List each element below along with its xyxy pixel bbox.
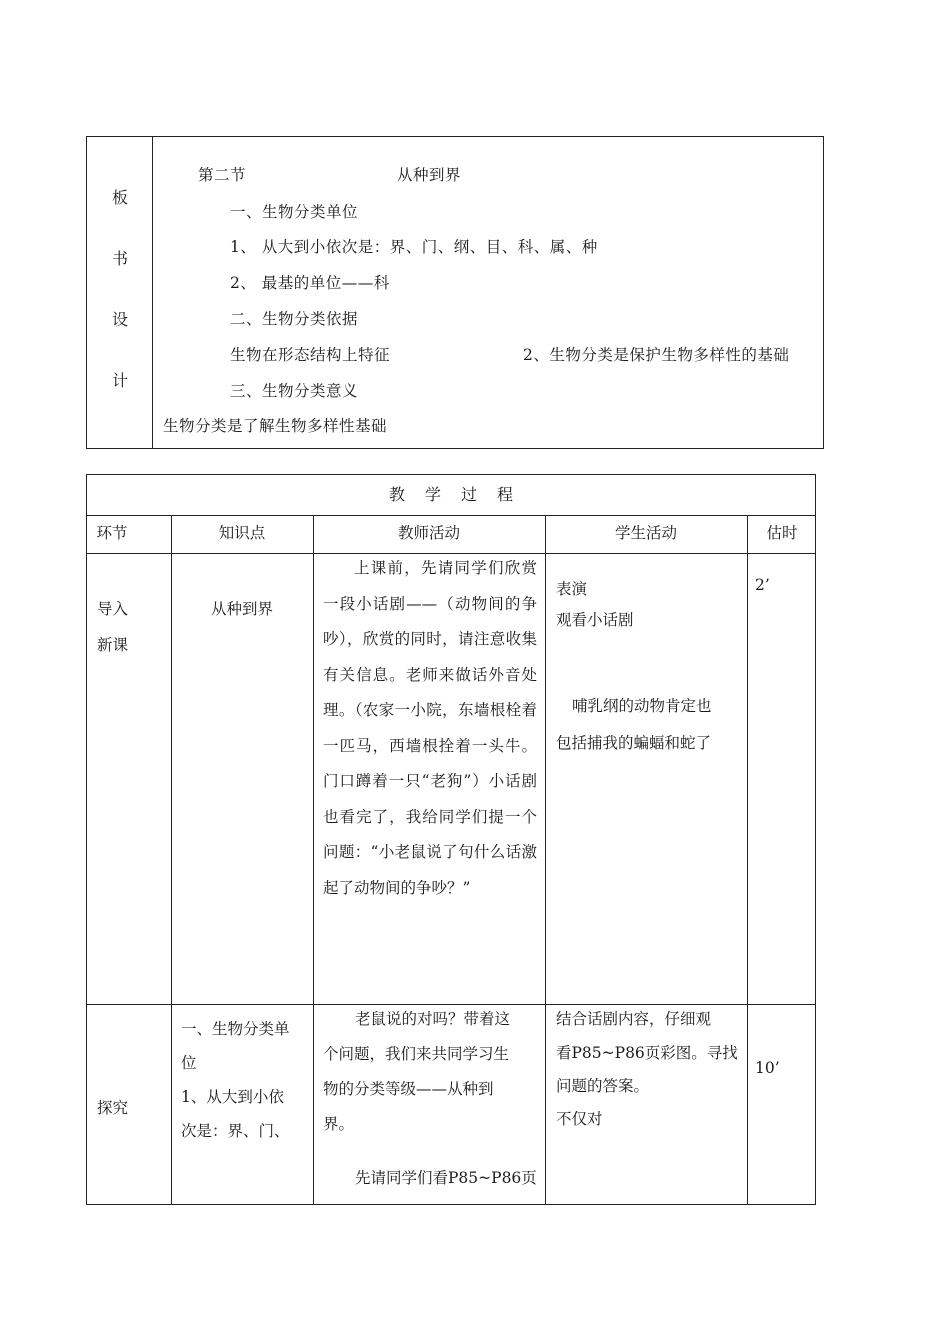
student-line: 结合话剧内容，仔细观 <box>556 1010 712 1028</box>
student-activity-line: 哺乳纲的动物肯定也 <box>572 697 712 715</box>
board-line: 1、 从大到小依次是：界、门、纲、目、科、属、种 <box>230 238 598 256</box>
student-activity-line: 包括捕我的蝙蝠和蛇了 <box>556 734 712 752</box>
knowledge-point: 从种到界 <box>210 600 273 618</box>
header-knowledge: 知识点 <box>218 524 266 542</box>
student-line: 看P85~P86页彩图。寻找 <box>556 1044 738 1062</box>
header-time: 估时 <box>766 524 798 542</box>
student-line: 问题的答案。 <box>556 1077 650 1095</box>
knowledge-line: 次是：界、门、 <box>181 1122 290 1140</box>
teacher-activity: 上课前，先请同学们欣赏一段小话剧——（动物间的争吵），欣赏的同时，请注意收集有关信息。老师来做话外音处理。（农家一小院，东墙根栓着一匹马，西墙根拴着一头牛。门口蹲着一只“老狗”）小话剧也看完了，我给同学们提一个问题：“小老鼠说了句什么话激起了动物间的争吵？” <box>323 559 537 897</box>
stage-label: 新课 <box>97 636 129 654</box>
knowledge-line: 1、从大到小依 <box>181 1088 284 1106</box>
teacher-line: 先请同学们看P85~P86页 <box>355 1169 537 1187</box>
header-stage: 环节 <box>96 524 128 542</box>
process-title: 教 学 过 程 <box>388 485 515 504</box>
side-char: 书 <box>111 249 128 268</box>
estimated-time: 10’ <box>755 1059 780 1077</box>
teacher-line: 物的分类等级——从种到 <box>323 1080 494 1098</box>
estimated-time: 2’ <box>755 576 770 594</box>
stage-label: 探究 <box>97 1099 129 1117</box>
knowledge-line: 位 <box>181 1054 197 1072</box>
board-line: 三、生物分类意义 <box>230 382 359 400</box>
board-line: 生物分类是了解生物多样性基础 <box>163 417 388 435</box>
section-title: 第二节 <box>198 166 247 184</box>
chapter-title: 从种到界 <box>397 166 462 184</box>
side-char: 计 <box>111 371 128 390</box>
teacher-line: 个问题，我们来共同学习生 <box>323 1045 510 1063</box>
board-line: 一、生物分类单位 <box>230 203 359 221</box>
student-line: 不仅对 <box>556 1110 603 1128</box>
teacher-line: 界。 <box>323 1115 355 1133</box>
board-line: 二、生物分类依据 <box>230 310 359 328</box>
header-student: 学生活动 <box>614 524 677 542</box>
board-line: 2、生物分类是保护生物多样性的基础 <box>523 346 790 364</box>
teaching-process-table <box>86 474 816 1205</box>
side-char: 板 <box>111 188 128 207</box>
teacher-line: 老鼠说的对吗？带着这 <box>355 1010 511 1028</box>
knowledge-line: 一、生物分类单 <box>181 1020 290 1038</box>
board-side-label <box>87 137 153 448</box>
side-char: 设 <box>111 310 128 329</box>
header-teacher: 教师活动 <box>397 524 460 542</box>
stage-label: 导入 <box>97 600 129 618</box>
board-line: 生物在形态结构上特征 <box>230 346 391 364</box>
student-activity-line: 表演 <box>556 580 588 598</box>
board-line: 2、 最基的单位——科 <box>230 274 390 292</box>
student-activity-line: 观看小话剧 <box>556 611 634 629</box>
board-design-table <box>86 136 824 449</box>
